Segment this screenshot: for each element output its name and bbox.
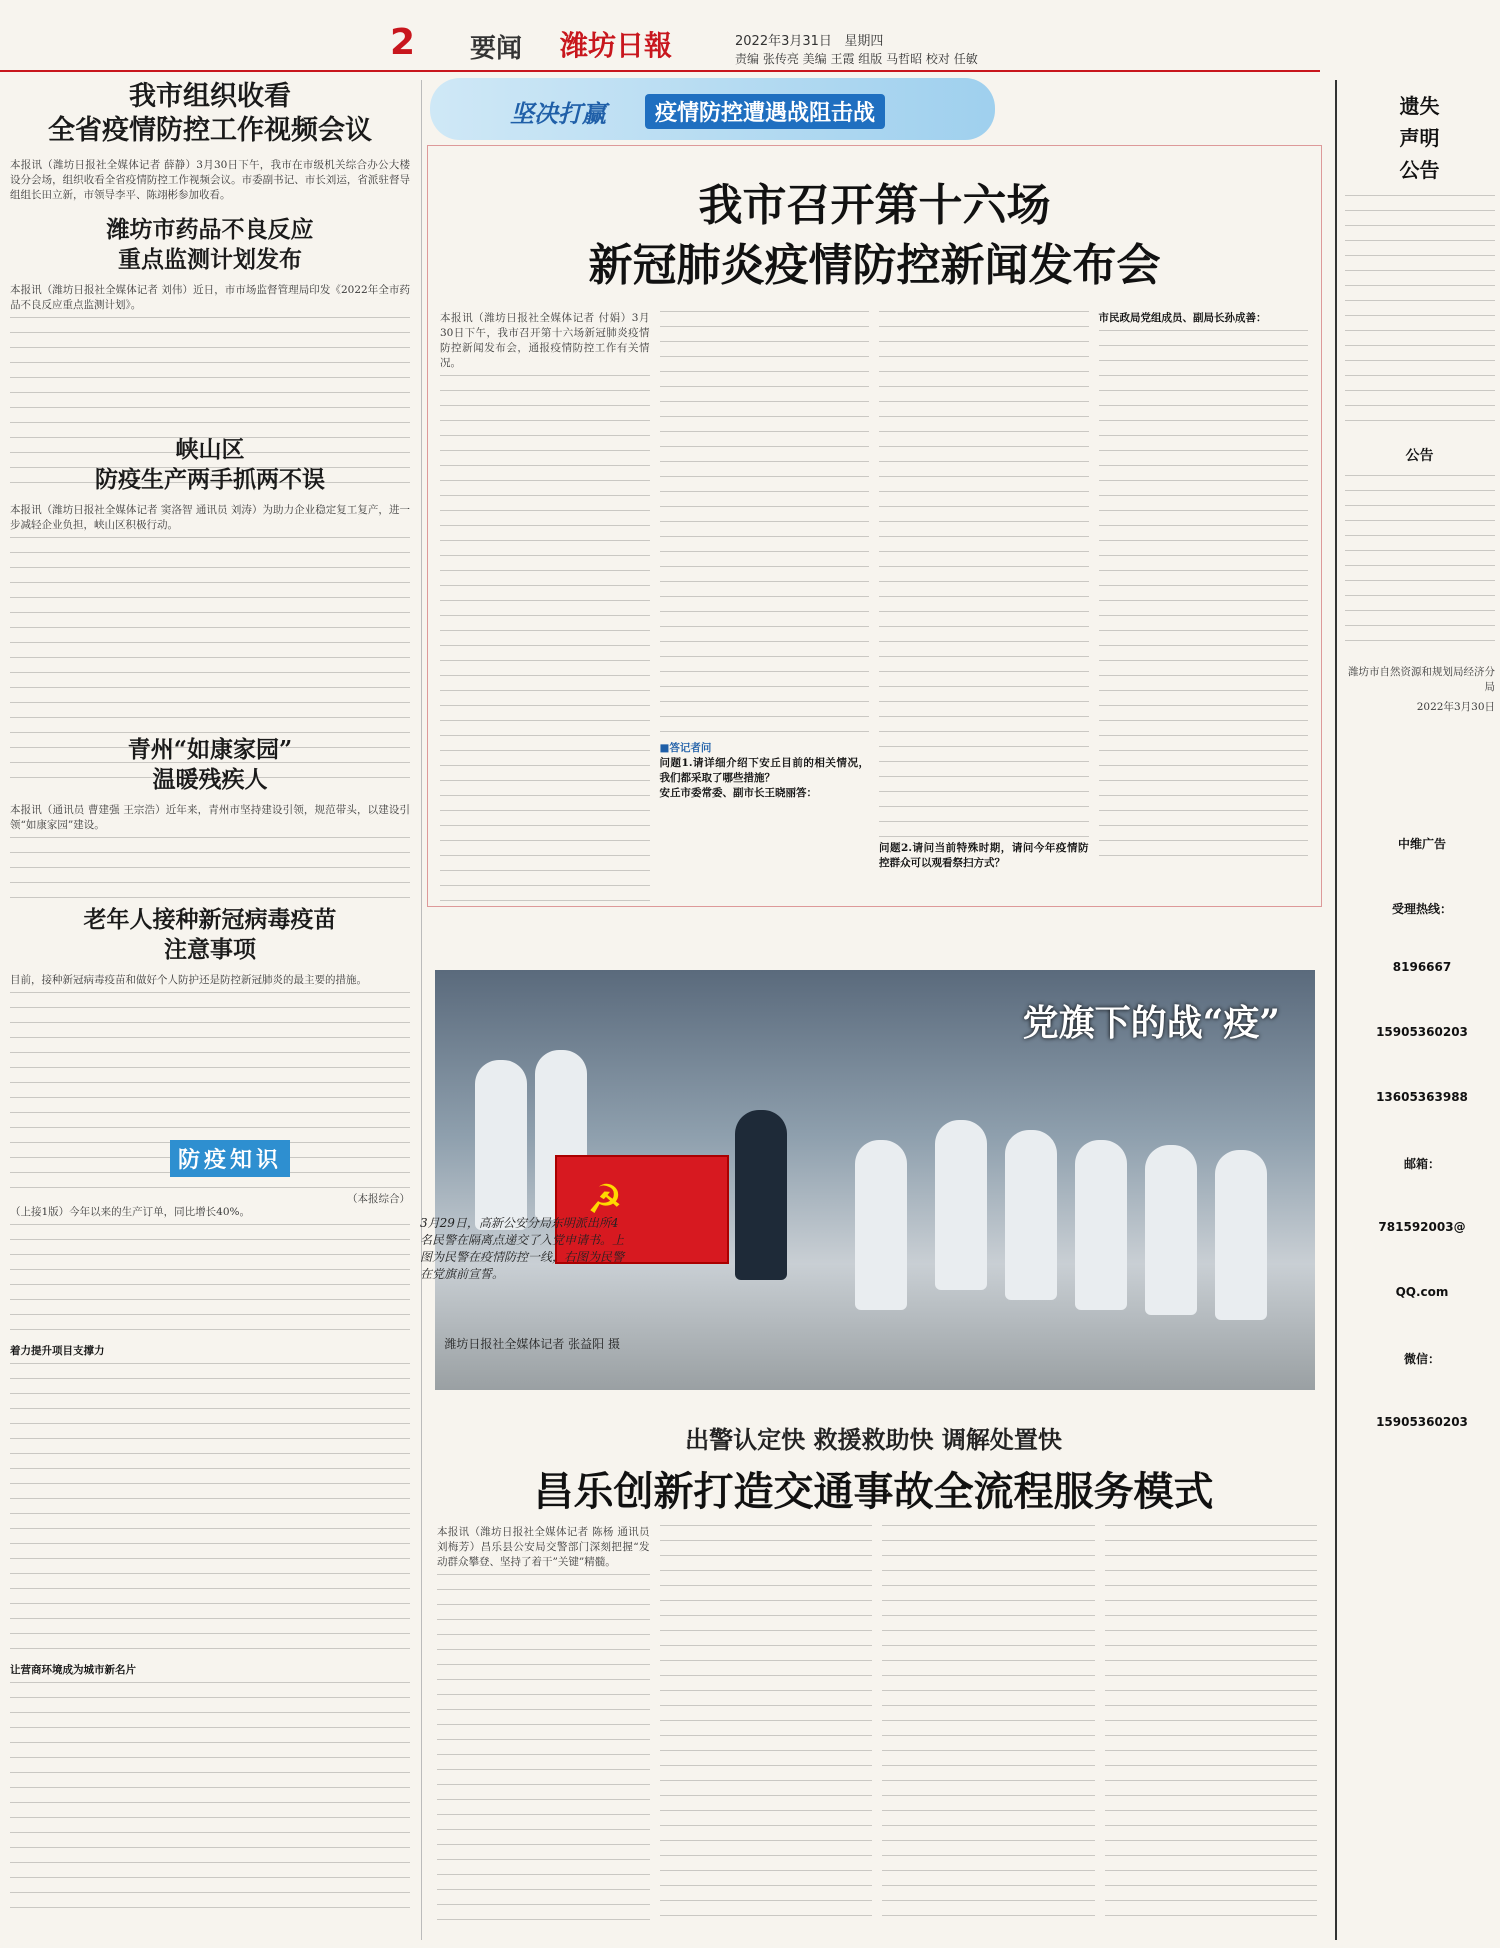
notice-heading	[1337, 90, 1500, 186]
text-block	[440, 375, 650, 915]
headline	[10, 435, 410, 495]
story2-col-4	[1105, 1525, 1318, 1935]
text-block	[660, 1525, 873, 1925]
mail-label: 邮箱：	[1403, 1157, 1440, 1171]
text-block	[1099, 330, 1309, 870]
question: 问题2.请问当前特殊时期，请问今年疫情防控群众可以观看祭扫方式？	[879, 842, 1089, 869]
photo-caption: 3月29日，高新公安分局东明派出所4名民警在隔离点递交了入党申请书。上图为民警在疫情防控一线，右图为民警在党旗前宣誓。	[420, 1216, 625, 1281]
text-block	[660, 311, 870, 741]
notice-title: 公告	[1399, 158, 1440, 182]
section-name: 要闻	[470, 34, 523, 64]
story2-col-2	[660, 1525, 873, 1935]
weekday: 星期四	[844, 34, 884, 49]
story2-headline: 昌乐创新打造交通事故全流程服务模式	[533, 1468, 1214, 1515]
article-video-conference	[10, 80, 410, 203]
tag-prevention-knowledge: 防疫知识	[170, 1140, 290, 1177]
phone-number: 8196667	[1392, 960, 1452, 974]
story2-body	[437, 1525, 1317, 1935]
text-block	[1105, 1525, 1318, 1925]
headline	[10, 735, 410, 795]
main-col-3	[879, 311, 1089, 896]
topic-banner	[430, 78, 995, 140]
text-block	[879, 311, 1089, 841]
police-figure	[735, 1110, 787, 1280]
headline-line: 我市召开第十六场	[698, 180, 1051, 231]
columns	[437, 1525, 1317, 1935]
notice-text	[1345, 475, 1495, 655]
text-block	[882, 1525, 1095, 1925]
story2-subtitle: 出警认定快 救援救助快 调解处置快	[685, 1425, 1062, 1454]
notice-title: 声明	[1399, 126, 1440, 150]
story2-col-1	[437, 1525, 650, 1935]
photo-credit: 潍坊日报社全媒体记者 张益阳 摄	[444, 1337, 620, 1351]
article-body: 本报讯（潍坊日报社全媒体记者 付娟）3月30日下午，我市召开第十六场新冠肺炎疫情防控新闻发布会，通报疫情防控工作有关情况。	[440, 312, 650, 369]
main-story	[427, 145, 1322, 907]
article-body: 本报讯（通讯员 曹建强 王宗浩）近年来，青州市坚持建设引领，规范带头，以建设引领“如康家园”建设。	[10, 804, 410, 831]
qa-heading: ■答记者问	[659, 742, 712, 754]
protective-suit-figure	[1005, 1130, 1057, 1300]
article-body: 目前，接种新冠病毒疫苗和做好个人防护还是防控新冠肺炎的最主要的措施。	[10, 974, 367, 986]
protective-suit-figure	[1145, 1145, 1197, 1315]
protective-suit-figure	[475, 1060, 527, 1230]
headline-line: 防疫生产两手抓两不误	[95, 466, 325, 493]
masthead-rule	[0, 70, 1320, 72]
email-address: 781592003@	[1378, 1220, 1466, 1234]
banner-slogan: 坚决打赢	[510, 99, 606, 128]
notice-title: 遗失	[1399, 94, 1440, 118]
main-story-body	[440, 311, 1308, 896]
protective-suit-figure	[855, 1140, 907, 1310]
text-block	[437, 1574, 650, 1934]
classifieds-column	[1335, 80, 1500, 1940]
main-col-1	[440, 311, 650, 896]
article-continued	[10, 1205, 410, 1912]
wechat-label: 微信：	[1403, 1352, 1440, 1366]
main-col-4	[1099, 311, 1309, 896]
hotline-label: 受理热线：	[1391, 902, 1452, 916]
column-divider	[421, 80, 422, 1940]
dateline	[735, 30, 883, 49]
notice-text	[1345, 195, 1495, 435]
main-headline	[428, 176, 1321, 296]
phone-number: 13605363988	[1376, 1090, 1468, 1104]
columns	[440, 311, 1308, 896]
email-domain: QQ.com	[1395, 1285, 1449, 1299]
subheading: 着力提升项目支撑力	[10, 1345, 105, 1357]
headline-line: 温暖残疾人	[152, 766, 268, 793]
paper-logo: 潍坊日報	[560, 29, 673, 62]
hammer-sickle-icon: ☭	[587, 1177, 623, 1223]
answer-speaker: 市民政局党组成员、副局长孙成善：	[1098, 312, 1267, 324]
staff-line: 责编 张传亮 美编 王霞 组版 马哲昭 校对 任敏	[735, 52, 978, 66]
source-note: （本报综合）	[347, 1193, 410, 1205]
story2-col-3	[882, 1525, 1095, 1935]
headline-line: 我市组织收看	[129, 81, 291, 112]
notice-date: 2022年3月30日	[1416, 701, 1495, 713]
headline-line: 全省疫情防控工作视频会议	[48, 115, 372, 146]
text-block	[10, 837, 410, 912]
main-col-2	[660, 311, 870, 896]
news-photo	[435, 970, 1315, 1390]
article-body: 本报讯（潍坊日报社全媒体记者 刘伟）近日，市市场监督管理局印发《2022年全市药品不良反应重点监测计划》。	[10, 284, 410, 311]
protective-suit-figure	[935, 1120, 987, 1290]
masthead	[0, 0, 1500, 70]
subheading: 让营商环境成为城市新名片	[10, 1664, 136, 1676]
wechat-id: 15905360203	[1376, 1415, 1468, 1429]
banner-topic: 疫情防控遭遇战阻击战	[645, 94, 885, 129]
date: 2022年3月31日	[735, 34, 832, 49]
headline-line: 新冠肺炎疫情防控新闻发布会	[588, 240, 1161, 291]
headline	[10, 80, 410, 148]
page-number: 2	[390, 22, 416, 63]
text-block	[10, 1224, 410, 1344]
answer-speaker: 安丘市委常委、副市长王晓丽答：	[659, 787, 817, 799]
headline-line: 潍坊市药品不良反应	[106, 216, 314, 243]
article-body: 本报讯（潍坊日报社全媒体记者 陈杨 通讯员 刘梅芳）昌乐县公安局交警部门深刻把握“发动群众攀登、坚持了着干”关键”精髓。	[437, 1526, 650, 1568]
photo-title: 党旗下的战“疫”	[1022, 1002, 1280, 1044]
ad-label: 中维广告	[1397, 837, 1446, 851]
protective-suit-figure	[1215, 1150, 1267, 1320]
article-body: 本报讯（潍坊日报社全媒体记者 窦洛智 通讯员 刘涛）为助力企业稳定复工复产，进一步减轻企业负担，峡山区积极行动。	[10, 504, 410, 531]
article-body: 本报讯（潍坊日报社全媒体记者 薛静）3月30日下午，我市在市级机关综合办公大楼设分会场，组织收看全省疫情防控工作视频会议。市委副书记、市长刘运，省派驻督导组组长田立新，市领导李平、陈翊彬参加收看。	[10, 159, 410, 201]
article-qingzhou	[10, 735, 410, 912]
text-block	[10, 1363, 410, 1663]
article-body: （上接1版）今年以来的生产订单，同比增长40%。	[10, 1206, 251, 1218]
phone-number: 15905360203	[1376, 1025, 1468, 1039]
headline	[10, 905, 410, 965]
notice-signature: 潍坊市自然资源和规划局经济分局	[1348, 666, 1495, 693]
headline-line: 注意事项	[164, 936, 256, 963]
headline-line: 重点监测计划发布	[118, 246, 302, 273]
headline-line: 峡山区	[175, 436, 245, 463]
headline	[10, 215, 410, 275]
headline-line: 青州“如康家园”	[127, 736, 293, 763]
question: 问题1.请详细介绍下安丘目前的相关情况，我们都采取了哪些措施？	[659, 757, 869, 784]
notice-label: 公告	[1405, 448, 1434, 464]
headline-line: 老年人接种新冠病毒疫苗	[83, 906, 337, 933]
protective-suit-figure	[1075, 1140, 1127, 1310]
left-column	[0, 80, 420, 1940]
text-block	[10, 1682, 410, 1912]
